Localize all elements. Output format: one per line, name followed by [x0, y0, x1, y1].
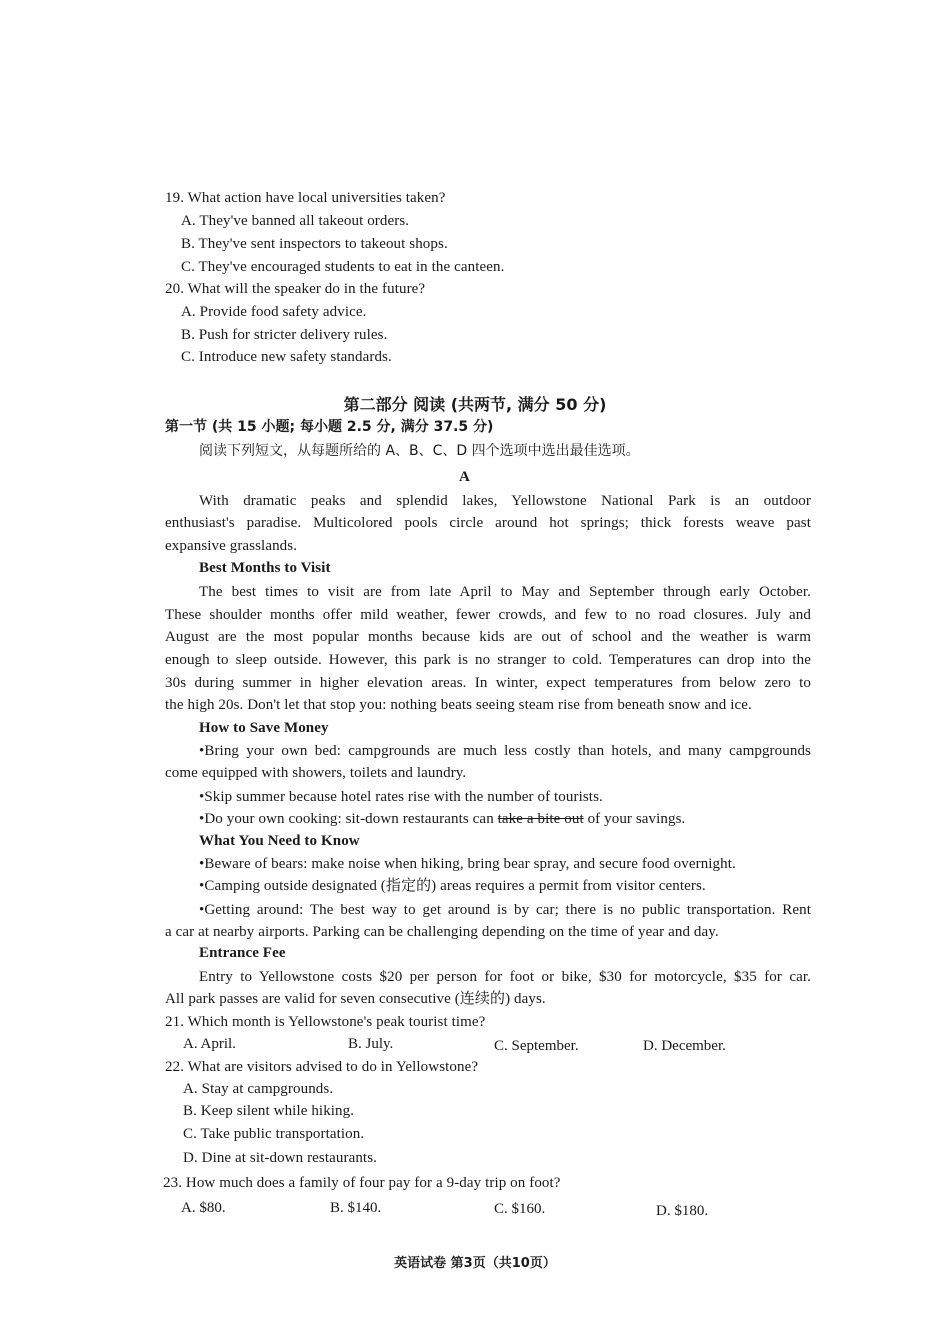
q22-option-d: D. Dine at sit-down restaurants. [183, 1150, 377, 1166]
save-money-cook-end: of your savings. [583, 811, 686, 827]
q23-option-b: B. $140. [330, 1200, 382, 1216]
q22-option-c: C. Take public transportation. [183, 1126, 365, 1142]
save-money-cook-struck: take a bite out [497, 811, 584, 827]
heading-best-months: Best Months to Visit [199, 560, 331, 576]
q21-option-d: D. December. [643, 1038, 726, 1054]
need-to-know-camping: •Camping outside designated (指定的) areas requires a permit from visitor centers. [199, 878, 706, 894]
need-to-know-getting-line-1: •Getting around: The best way to get around is by car; there is no public transportation. Rent [199, 902, 811, 918]
q22-option-a: A. Stay at campgrounds. [183, 1081, 334, 1097]
entrance-fee-line-1: Entry to Yellowstone costs $20 per person for foot or bike, $30 for motorcycle, $35 for car. [199, 969, 811, 985]
intro-line-2: enthusiast's paradise. Multicolored pools circle around hot springs; thick forests weave past [165, 515, 811, 531]
need-to-know-getting-line-2: a car at nearby airports. Parking can be challenging depending on the time of year and day. [165, 924, 719, 940]
intro-line-1: With dramatic peaks and splendid lakes, Yellowstone National Park is an outdoor [199, 493, 811, 509]
q19-option-a: A. They've banned all takeout orders. [181, 213, 410, 229]
passage-letter: A [459, 469, 470, 485]
q23-option-d: D. $180. [656, 1203, 709, 1219]
instruction: 阅读下列短文，从每题所给的 A、B、C、D 四个选项中选出最佳选项。 [199, 443, 640, 459]
q20-option-c: C. Introduce new safety standards. [181, 349, 392, 365]
save-money-bed-line-1: •Bring your own bed: campgrounds are much less costly than hotels, and many campgrounds [199, 743, 811, 759]
entrance-fee-line-2: All park passes are valid for seven consecutive (连续的) days. [165, 991, 546, 1007]
q21-stem: 21. Which month is Yellowstone's peak tourist time? [165, 1014, 486, 1030]
q20-option-a: A. Provide food safety advice. [181, 304, 367, 320]
save-money-cook-start: •Do your own cooking: sit-down restaurants can [199, 811, 498, 827]
best-months-line-3: August are the most popular months because kids are out of school and the weather is warm [165, 629, 811, 645]
q23-stem: 23. How much does a family of four pay for a 9-day trip on foot? [163, 1175, 561, 1191]
save-money-cook [199, 809, 685, 829]
part-title: 第二部分 阅读 (共两节, 满分 50 分) [343, 395, 607, 414]
best-months-line-6: the high 20s. Don't let that stop you: nothing beats seeing steam rise from beneath snow and ice. [165, 697, 752, 713]
save-money-bed-line-2: come equipped with showers, toilets and laundry. [165, 765, 467, 781]
intro-line-3: expansive grasslands. [165, 538, 298, 554]
best-months-line-2: These shoulder months offer mild weather, fewer crowds, and few to no road closures. July and [165, 607, 811, 623]
heading-entrance-fee: Entrance Fee [199, 945, 286, 961]
heading-need-to-know: What You Need to Know [199, 833, 360, 849]
q22-stem: 22. What are visitors advised to do in Yellowstone? [165, 1059, 479, 1075]
q21-option-a: A. April. [183, 1036, 236, 1052]
q23-option-a: A. $80. [181, 1200, 226, 1216]
q19-option-b: B. They've sent inspectors to takeout shops. [181, 236, 448, 252]
need-to-know-bears: •Beware of bears: make noise when hiking, bring bear spray, and secure food overnight. [199, 856, 736, 872]
q21-option-c: C. September. [494, 1038, 579, 1054]
best-months-line-4: enough to sleep outside. However, this park is no stranger to cold. Temperatures can drop into the [165, 652, 811, 668]
q21-option-b: B. July. [348, 1036, 394, 1052]
q22-option-b: B. Keep silent while hiking. [183, 1103, 355, 1119]
page-footer: 英语试卷 第3页（共10页） [394, 1256, 556, 1271]
heading-save-money: How to Save Money [199, 720, 329, 736]
q23-option-c: C. $160. [494, 1201, 546, 1217]
section-title: 第一节 (共 15 小题; 每小题 2.5 分, 满分 37.5 分) [165, 419, 494, 435]
q19-option-c: C. They've encouraged students to eat in the canteen. [181, 259, 505, 275]
save-money-skip: •Skip summer because hotel rates rise with the number of tourists. [199, 789, 603, 805]
q20-option-b: B. Push for stricter delivery rules. [181, 327, 388, 343]
q19-stem: 19. What action have local universities taken? [165, 190, 446, 206]
q20-stem: 20. What will the speaker do in the future? [165, 281, 426, 297]
best-months-line-1: The best times to visit are from late April to May and September through early October. [199, 584, 811, 600]
best-months-line-5: 30s during summer in higher elevation areas. In winter, expect temperatures from below zero to [165, 675, 811, 691]
